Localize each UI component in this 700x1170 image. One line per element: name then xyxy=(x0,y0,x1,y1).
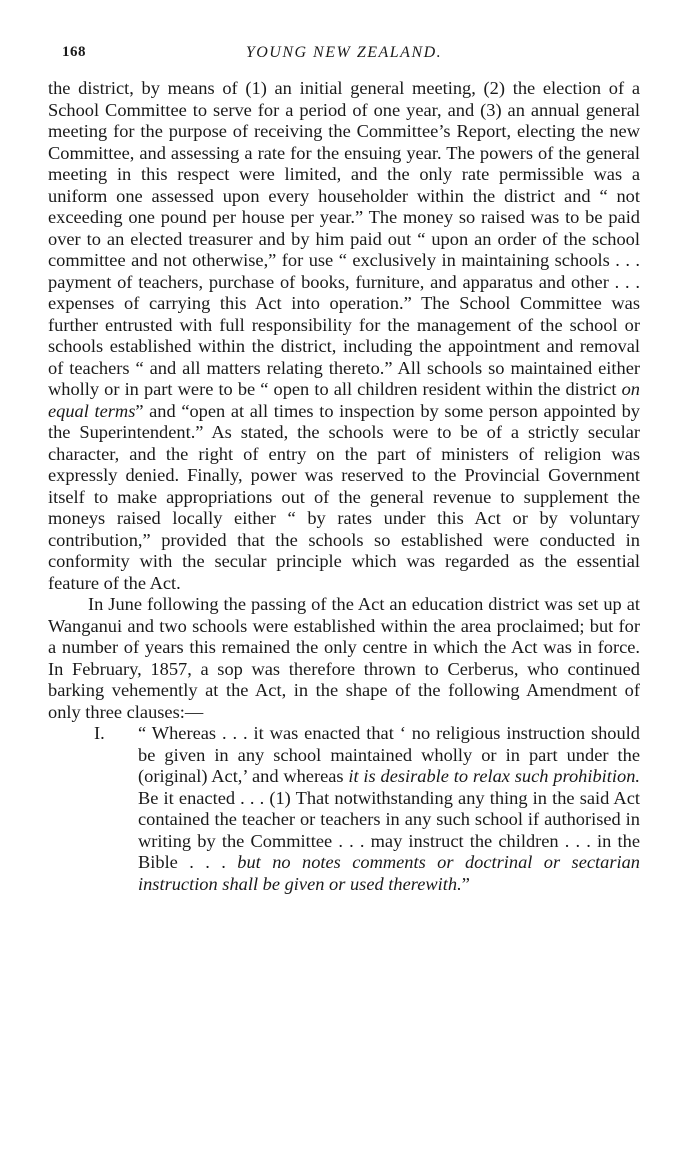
quote-clause xyxy=(94,723,640,895)
body-text xyxy=(48,78,640,895)
paragraph xyxy=(48,78,640,594)
paragraph-italic-text: on equal terms xyxy=(48,379,640,421)
quote-italic-text: but no notes comments or doctrinal or sectarian instruction shall be given or used therewith. xyxy=(138,852,640,894)
paragraph-text: ” and “open at all times to inspection by some person appointed by the Superintendent.” As stated, the schools were to be of a strictly secular character, and the right of entry on the part of ministers of religion was expressly denied. Finally, power was reserved to the Provincial Government itself to make appropriations out of the general revenue to supplement the moneys raised locally either “ by rates under this Act or by voluntary contribution,” provided that the schools so established were conducted in conformity with the secular principle which was regarded as the essential feature of the Act. xyxy=(48,400,640,593)
paragraph xyxy=(48,594,640,723)
quote-text: “ Whereas . . . it was enacted that ‘ no religious instruction should be given in any school maintained wholly or in part under the (original) Act,’ and whereas xyxy=(138,723,640,786)
paragraph-text: In June following the passing of the Act an education district was set up at Wanganui and two schools were established within the area proclaimed; but for a number of years this remained the only centre in which the Act was in force. In February, 1857, a sop was therefore thrown to Cerberus, who continued barking vehemently at the Act, in the shape of the following Amendment of only three clauses:— xyxy=(48,594,640,722)
book-page xyxy=(48,44,640,895)
paragraph-text: the district, by means of (1) an initial general meeting, (2) the election of a School Committee to serve for a period of one year, and (3) an annual general meeting for the purpose of receiving the Committee’s Report, electing the new Committee, and assessing a rate for the ensuing year. The powers of the general meeting in this respect were limited, and the only rate permissible was a uniform one assessed upon every householder within the district and “ not exceeding one pound per house per year.” The money so raised was to be paid over to an elected treasurer and by him paid out “ upon an order of the school committee and not otherwise,” for use “ exclusively in maintaining schools . . . payment of teachers, purchase of books, furniture, and apparatus and other . . . expenses of carrying this Act into operation.” The School Committee was further entrusted with full responsibility for the management of the school or schools established within the district, including the appointment and removal of teachers “ and all matters relating thereto.” All schools so maintained either wholly or in part were to be “ open to all children resident within the district xyxy=(48,78,640,399)
clause-numeral: I. xyxy=(94,723,105,743)
quote-text: ” xyxy=(461,873,470,894)
quote-italic-text: it is desirable to relax such prohibition. xyxy=(348,766,640,786)
quoted-amendment xyxy=(94,723,640,895)
page-number: 168 xyxy=(62,44,86,60)
quote-text: Be it enacted . . . (1) That notwithstanding any thing in the said Act contained the teacher or teachers in any such school if authorised in writing by the Committee . . . may instruct the children . . . in the Bible . . . xyxy=(138,787,640,872)
running-title: YOUNG NEW ZEALAND. xyxy=(245,44,443,61)
running-head xyxy=(48,44,640,72)
